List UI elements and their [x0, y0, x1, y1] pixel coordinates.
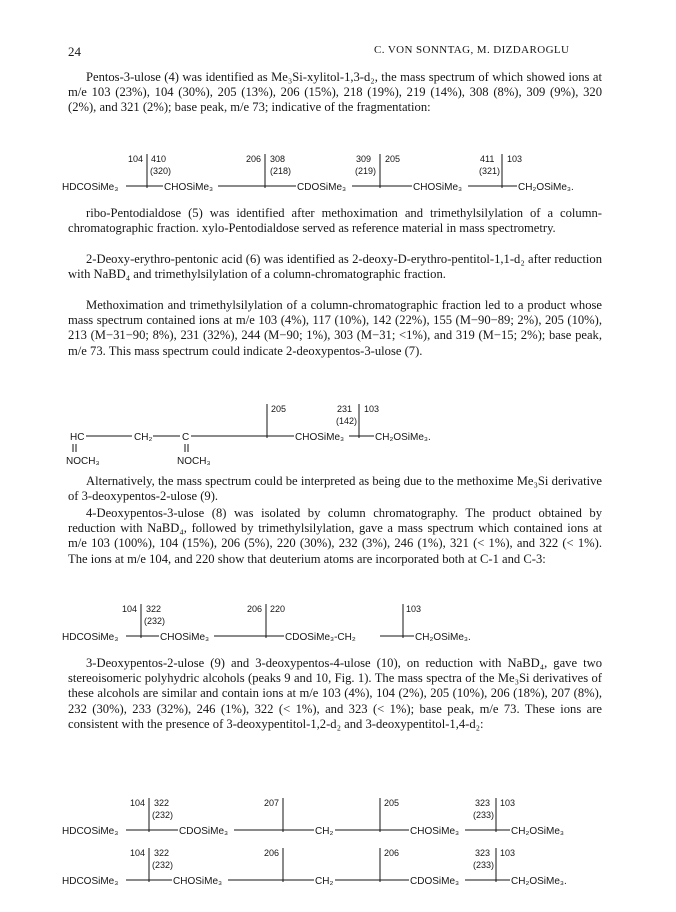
- scheme4b-ion-2b: (232): [152, 860, 174, 870]
- scheme2-group-3: C: [182, 432, 190, 443]
- scheme4a-group-5: CH₂OSiMe₃: [511, 826, 564, 837]
- paragraph-2-deoxy-pentonic-acid: 2-Deoxy-erythro-pentonic acid (6) was identified as 2-deoxy-D-erythro-pentitol-1,1-d₂ after reduction with NaBD₄ and trimethylsilylation of a column-chromatographic fraction.: [68, 252, 602, 282]
- scheme1-ion-5: 309: [356, 154, 372, 164]
- scheme2-group-5: CH₂OSiMe₃.: [375, 432, 431, 443]
- scheme1-group-2: CHOSiMe₃: [164, 182, 214, 193]
- scheme1-ion-1: 104: [128, 154, 144, 164]
- scheme1-ion-5b: (219): [355, 166, 377, 176]
- scheme4a-ion-4: 205: [384, 798, 400, 808]
- fragmentation-scheme-4b: [60, 846, 620, 892]
- page-number: 24: [68, 44, 81, 59]
- paragraph-pentos-3-ulose: Pentos-3-ulose (4) was identified as Me₃Si-xylitol-1,3-d₂, the mass spectrum of which showed ions at m/e 103 (23%), 104 (30%), 205 (13%), 206 (15%), 218 (19%), 219 (14%), 308 (8%), 309 (9%), 320 (2%), and 321 (2%); base peak, m/e 73; indicative of the fragmentation:: [68, 70, 602, 115]
- scheme4b-ion-3: 206: [264, 848, 280, 858]
- scheme4a-ion-5b: (233): [473, 810, 495, 820]
- scheme2-ion-3: 103: [364, 404, 380, 414]
- scheme4a-ion-2b: (232): [152, 810, 174, 820]
- scheme1-group-3: CDOSiMe₃: [297, 182, 347, 193]
- scheme4b-group-5: CH₂OSiMe₃.: [511, 876, 567, 887]
- scheme1-group-1: HDCOSiMe₃: [62, 182, 119, 193]
- scheme4a-group-4: CHOSiMe₃: [410, 826, 460, 837]
- scheme2-substituent-2: NOCH₃: [177, 456, 211, 466]
- scheme2-group-2: CH₂: [134, 432, 153, 443]
- scheme1-ion-7: 411: [480, 154, 495, 164]
- scheme4a-ion-6: 103: [500, 798, 516, 808]
- scheme4a-group-1: HDCOSiMe₃: [62, 826, 119, 837]
- scheme1-ion-2b: (320): [150, 166, 172, 176]
- scheme2-substituent-1: NOCH₃: [66, 456, 100, 466]
- scheme4b-ion-6: 103: [500, 848, 516, 858]
- fragmentation-scheme-3: [60, 602, 620, 648]
- scheme4a-ion-3: 207: [264, 798, 280, 808]
- scheme3-ion-4: 220: [270, 604, 286, 614]
- scheme2-ion-2b: (142): [336, 416, 358, 426]
- scheme4a-ion-5: 323: [475, 798, 491, 808]
- scheme4b-ion-5b: (233): [473, 860, 495, 870]
- paragraph-alternatively: Alternatively, the mass spectrum could be interpreted as being due to the methoxime Me₃Si derivative of 3-deoxypentos-2-ulose (9).: [68, 474, 602, 504]
- scheme3-group-2: CHOSiMe₃: [160, 632, 210, 643]
- scheme3-ion-3: 206: [247, 604, 263, 614]
- scheme4a-group-3: CH₂: [315, 826, 334, 837]
- paragraph-4-deoxypentos-3-ulose: 4-Deoxypentos-3-ulose (8) was isolated by column chromatography. The product obtained by reduction with NaBD₄, followed by trimethylsilylation, gave a mass spectrum which contained ions at m/e 103 (100%), 104 (15%), 206 (5%), 220 (30%), 232 (3%), 246 (1%), 321 (< 1%), and 322 (< 1%). The ions at m/e 104, and 220 show that deuterium atoms are incorporated both at C-1 and C-3:: [68, 506, 602, 566]
- scheme1-group-4: CHOSiMe₃: [413, 182, 463, 193]
- scheme1-ion-6: 205: [385, 154, 401, 164]
- scheme4b-ion-1: 104: [130, 848, 146, 858]
- scheme4b-group-1: HDCOSiMe₃: [62, 876, 119, 887]
- scheme1-ion-3: 206: [246, 154, 262, 164]
- scheme1-ion-7b: (321): [479, 166, 501, 176]
- running-header-authors: C. VON SONNTAG, M. DIZDAROGLU: [374, 44, 570, 56]
- fragmentation-scheme-1: [60, 152, 620, 198]
- paragraph-methoximation: Methoximation and trimethylsilylation of a column-chromatographic fraction led to a product whose mass spectrum contained ions at m/e 103 (4%), 117 (10%), 142 (22%), 155 (M−90−89; 2%), 205 (10%), 213 (M−31−90; 8%), 231 (32%), 244 (M−90; 1%), 303 (M−31; <1%), and 319 (M−15; 2%); base peak, m/e 73. This mass spectrum could indicate 2-deoxypentos-3-ulose (7).: [68, 298, 602, 358]
- scheme4b-ion-2: 322: [154, 848, 170, 858]
- scheme1-group-5: CH₂OSiMe₃.: [518, 182, 574, 193]
- paragraph-ribo-pentodialdose: ribo-Pentodialdose (5) was identified after methoximation and trimethylsilylation of a column-chromatographic fraction. xylo-Pentodialdose served as reference material in mass spectrometry.: [68, 206, 602, 236]
- scheme1-ion-4b: (218): [270, 166, 292, 176]
- fragmentation-scheme-4a: [60, 796, 620, 842]
- scheme4b-ion-4: 206: [384, 848, 400, 858]
- scheme4b-group-4: CDOSiMe₃: [410, 876, 460, 887]
- scheme2-ion-1: 205: [271, 404, 287, 414]
- scheme4b-group-2: CHOSiMe₃: [173, 876, 223, 887]
- scheme3-group-4: CH₂OSiMe₃.: [415, 632, 471, 643]
- scheme3-group-1: HDCOSiMe₃: [62, 632, 119, 643]
- fragmentation-scheme-2: [60, 402, 620, 466]
- scheme3-ion-1: 104: [122, 604, 138, 614]
- scheme1-ion-2: 410: [151, 154, 167, 164]
- scheme3-group-3: CDOSiMe₃-CH₂: [285, 632, 356, 643]
- scheme3-ion-5: 103: [406, 604, 422, 614]
- scheme3-ion-2: 322: [146, 604, 162, 614]
- scheme2-group-4: CHOSiMe₃: [295, 432, 345, 443]
- scheme1-ion-4: 308: [270, 154, 286, 164]
- scheme2-ion-2: 231: [337, 404, 353, 414]
- scheme4a-ion-1: 104: [130, 798, 146, 808]
- scheme2-group-1: HC: [70, 432, 85, 443]
- scheme4b-group-3: CH₂: [315, 876, 334, 887]
- scheme4a-ion-2: 322: [154, 798, 170, 808]
- scheme4a-group-2: CDOSiMe₃: [179, 826, 229, 837]
- scheme1-ion-8: 103: [507, 154, 523, 164]
- scheme4b-ion-5: 323: [475, 848, 491, 858]
- paragraph-3-deoxypentos-2-ulose: 3-Deoxypentos-2-ulose (9) and 3-deoxypentos-4-ulose (10), on reduction with NaBD₄, gave two stereoisomeric polyhydric alcohols (peaks 9 and 10, Fig. 1). The mass spectra of the Me₃Si derivatives of these alcohols are similar and contain ions at m/e 103 (4%), 104 (2%), 205 (10%), 206 (18%), 207 (8%), 232 (30%), 233 (32%), 246 (1%), 322 (< 1%), and 323 (< 1%); base peak, m/e 73. These ions are consistent with the presence of 3-deoxypentitol-1,2-d₂ and 3-deoxypentitol-1,4-d₂:: [68, 656, 602, 731]
- scheme3-ion-2b: (232): [144, 616, 166, 626]
